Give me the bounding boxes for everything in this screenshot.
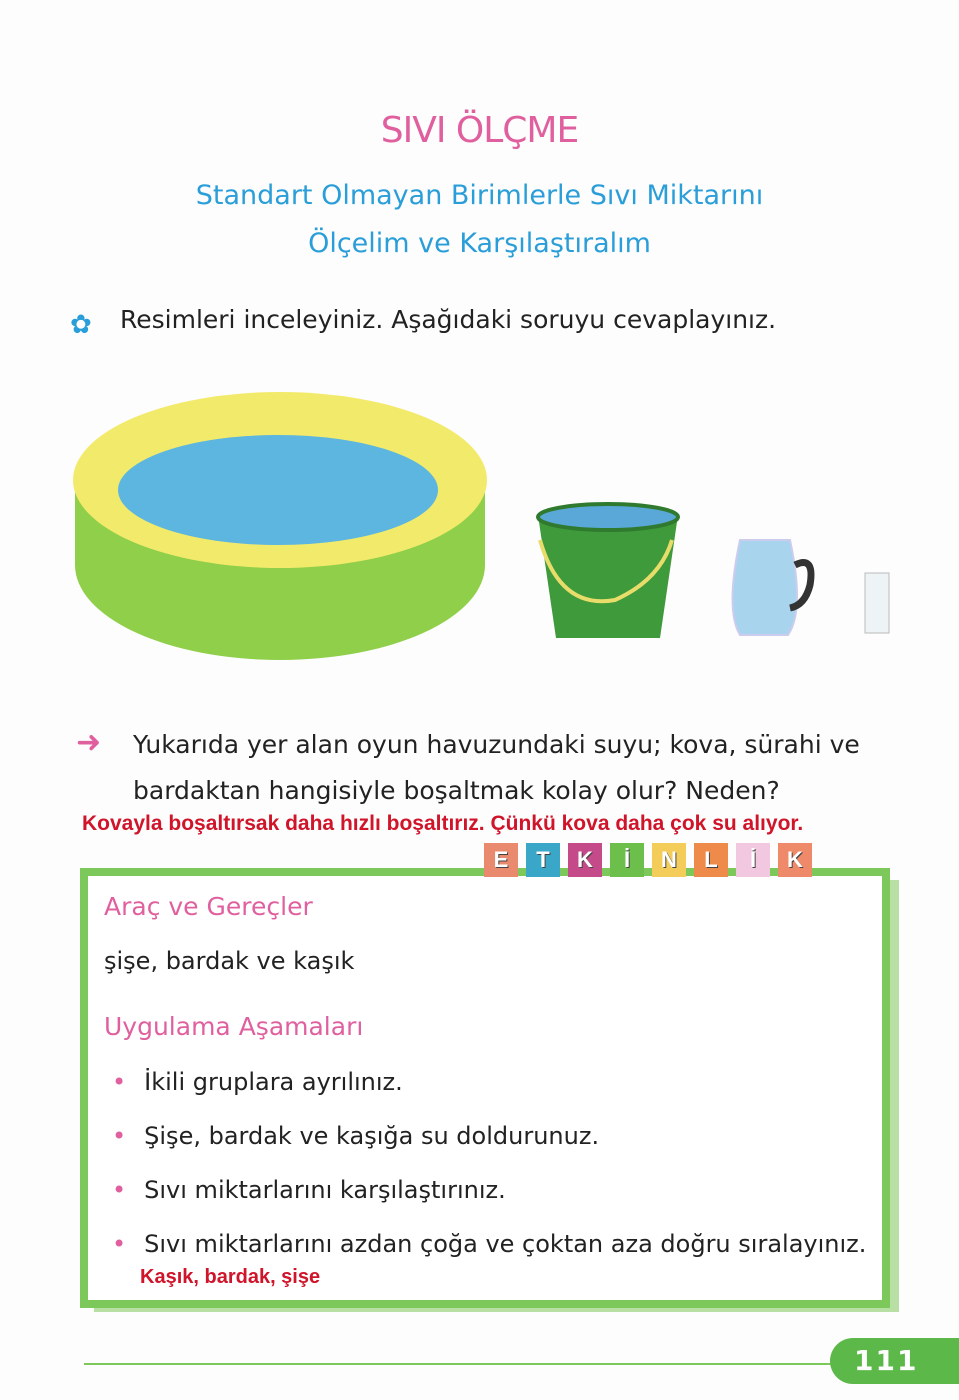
step-text: Sıvı miktarlarını azdan çoğa ve çoktan aza doğru sıralayınız. — [144, 1230, 867, 1258]
bullet-icon: • — [112, 1068, 127, 1096]
activity-letter-tile: İ — [610, 843, 644, 877]
question: Yukarıda yer alan oyun havuzundaki suyu; kova, sürahi ve bardaktan hangisiyle boşaltmak kolay olur? Neden? — [133, 730, 860, 805]
handwritten-answer: Kovayla boşaltırsak daha hızlı boşaltırız. Çünkü kova daha çok su alıyor. — [82, 812, 804, 835]
activity-letter-tile: L — [694, 843, 728, 877]
glass-image — [865, 573, 889, 633]
footer-line — [84, 1363, 844, 1365]
step-item — [112, 1122, 599, 1150]
arrow-icon: ➜ — [76, 725, 102, 760]
bullet-icon: • — [112, 1230, 127, 1258]
activity-letter-tile: E — [484, 843, 518, 877]
activity-letter-tile: T — [526, 843, 560, 877]
jug-image — [733, 540, 812, 635]
subtitle-line-2: Ölçelim ve Karşılaştıralım — [308, 228, 651, 259]
activity-banner — [484, 843, 812, 877]
instruction: Resimleri inceleyiniz. Aşağıdaki soruyu cevaplayınız. — [120, 305, 777, 334]
step-text: İkili gruplara ayrılınız. — [144, 1068, 403, 1096]
subtitle-line-1: Standart Olmayan Birimlerle Sıvı Miktarını — [195, 180, 764, 211]
step-item — [112, 1176, 506, 1204]
step-item — [112, 1068, 403, 1096]
activity-letter-tile: K — [778, 843, 812, 877]
bullet-icon: • — [112, 1122, 127, 1150]
pool-bucket-jug-glass-illustration — [60, 380, 920, 680]
flower-icon: ✿ — [70, 310, 92, 340]
step-item — [112, 1230, 866, 1258]
handwritten-activity-answer: Kaşık, bardak, şişe — [140, 1266, 321, 1288]
pool-image — [73, 392, 487, 660]
activity-letter-tile: N — [652, 843, 686, 877]
page-number: 111 — [830, 1338, 959, 1384]
activity-letter-tile: K — [568, 843, 602, 877]
materials-text: şişe, bardak ve kaşık — [104, 947, 355, 975]
bullet-icon: • — [112, 1176, 127, 1204]
page-title: SIVI ÖLÇME — [380, 110, 579, 151]
step-text: Şişe, bardak ve kaşığa su doldurunuz. — [144, 1122, 600, 1150]
activity-letter-tile: İ — [736, 843, 770, 877]
step-text: Sıvı miktarlarını karşılaştırınız. — [144, 1176, 506, 1204]
steps-heading: Uygulama Aşamaları — [104, 1012, 364, 1041]
materials-heading: Araç ve Gereçler — [104, 892, 313, 921]
bucket-image — [538, 504, 678, 638]
